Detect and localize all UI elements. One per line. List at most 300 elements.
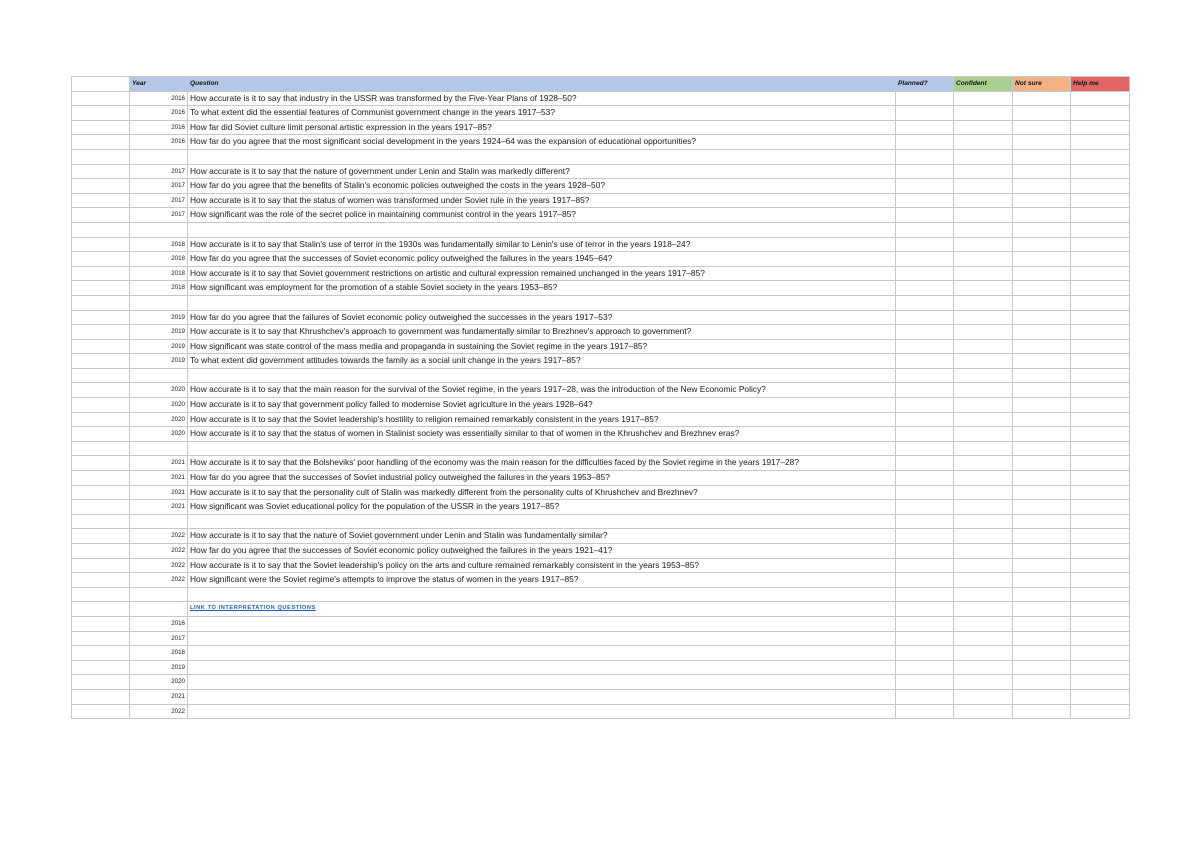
empty-cell[interactable] — [1071, 587, 1130, 602]
confident-cell[interactable] — [954, 412, 1013, 427]
empty-cell[interactable] — [130, 368, 188, 383]
question-cell[interactable]: How accurate is it to say that industry in the USSR was transformed by the Five-Year Plans of 1928–50? — [188, 91, 896, 106]
not-sure-cell[interactable] — [1013, 266, 1071, 281]
not-sure-cell[interactable] — [1013, 106, 1071, 121]
year-cell[interactable]: 2016 — [130, 106, 188, 121]
question-cell[interactable]: How far do you agree that the failures of Soviet economic policy outweighed the successes in the years 1917–53? — [188, 310, 896, 325]
empty-cell[interactable] — [1071, 704, 1130, 719]
empty-cell[interactable] — [1071, 631, 1130, 646]
question-cell[interactable]: How far do you agree that the successes of Soviet economic policy outweighed the failures in the years 1945–64? — [188, 252, 896, 267]
empty-cell[interactable] — [954, 222, 1013, 237]
blank-cell[interactable] — [72, 602, 130, 617]
confident-cell[interactable] — [954, 252, 1013, 267]
year-cell[interactable]: 2018 — [130, 237, 188, 252]
empty-cell[interactable] — [954, 660, 1013, 675]
empty-cell[interactable] — [130, 222, 188, 237]
question-cell[interactable]: To what extent did the essential features of Communist government change in the years 1917–53? — [188, 106, 896, 121]
empty-cell[interactable] — [1013, 149, 1071, 164]
empty-cell[interactable] — [188, 704, 896, 719]
year-cell[interactable]: 2020 — [130, 383, 188, 398]
confident-cell[interactable] — [954, 471, 1013, 486]
confident-cell[interactable] — [954, 106, 1013, 121]
planned-cell[interactable] — [896, 266, 954, 281]
year-cell[interactable]: 2021 — [130, 456, 188, 471]
blank-cell[interactable] — [72, 427, 130, 442]
year-cell[interactable]: 2020 — [130, 427, 188, 442]
blank-cell[interactable] — [72, 398, 130, 413]
empty-cell[interactable] — [1071, 295, 1130, 310]
empty-cell[interactable] — [896, 587, 954, 602]
blank-cell[interactable] — [72, 558, 130, 573]
confident-cell[interactable] — [954, 266, 1013, 281]
confident-cell[interactable] — [954, 237, 1013, 252]
help-me-cell[interactable] — [1071, 179, 1130, 194]
planned-cell[interactable] — [896, 135, 954, 150]
empty-cell[interactable] — [1071, 602, 1130, 617]
blank-cell[interactable] — [72, 704, 130, 719]
header-not-sure[interactable]: Not sure — [1013, 77, 1071, 92]
question-cell[interactable]: How accurate is it to say that the Soviet leadership's policy on the arts and culture remained remarkably consistent in the years 1953–85? — [188, 558, 896, 573]
empty-cell[interactable] — [72, 149, 130, 164]
help-me-cell[interactable] — [1071, 281, 1130, 296]
empty-cell[interactable] — [954, 631, 1013, 646]
year-cell[interactable]: 2021 — [130, 485, 188, 500]
blank-cell[interactable] — [72, 675, 130, 690]
confident-cell[interactable] — [954, 573, 1013, 588]
blank-cell[interactable] — [72, 339, 130, 354]
question-cell[interactable]: How far do you agree that the benefits of Stalin's economic policies outweighed the costs in the years 1928–50? — [188, 179, 896, 194]
empty-cell[interactable] — [1013, 368, 1071, 383]
blank-cell[interactable] — [72, 325, 130, 340]
year-cell[interactable]: 2022 — [130, 558, 188, 573]
planned-cell[interactable] — [896, 120, 954, 135]
empty-cell[interactable] — [188, 675, 896, 690]
empty-cell[interactable] — [1013, 441, 1071, 456]
planned-cell[interactable] — [896, 558, 954, 573]
planned-cell[interactable] — [896, 106, 954, 121]
interp-year-cell[interactable]: 2018 — [130, 646, 188, 661]
question-cell[interactable]: To what extent did government attitudes towards the family as a social unit change in the years 1917–85? — [188, 354, 896, 369]
empty-cell[interactable] — [1071, 689, 1130, 704]
empty-cell[interactable] — [1013, 646, 1071, 661]
year-cell[interactable]: 2019 — [130, 325, 188, 340]
year-cell[interactable]: 2019 — [130, 354, 188, 369]
blank-cell[interactable] — [72, 179, 130, 194]
planned-cell[interactable] — [896, 193, 954, 208]
planned-cell[interactable] — [896, 179, 954, 194]
header-planned[interactable]: Planned? — [896, 77, 954, 92]
empty-cell[interactable] — [896, 631, 954, 646]
blank-cell[interactable] — [72, 689, 130, 704]
confident-cell[interactable] — [954, 120, 1013, 135]
question-cell[interactable]: How accurate is it to say that the status of women was transformed under Soviet rule in the years 1917–85? — [188, 193, 896, 208]
empty-cell[interactable] — [72, 295, 130, 310]
blank-cell[interactable] — [72, 91, 130, 106]
not-sure-cell[interactable] — [1013, 193, 1071, 208]
help-me-cell[interactable] — [1071, 529, 1130, 544]
empty-cell[interactable] — [1013, 616, 1071, 631]
empty-cell[interactable] — [1013, 660, 1071, 675]
confident-cell[interactable] — [954, 179, 1013, 194]
not-sure-cell[interactable] — [1013, 354, 1071, 369]
year-cell[interactable]: 2022 — [130, 544, 188, 559]
help-me-cell[interactable] — [1071, 427, 1130, 442]
blank-cell[interactable] — [72, 354, 130, 369]
empty-cell[interactable] — [896, 222, 954, 237]
confident-cell[interactable] — [954, 164, 1013, 179]
planned-cell[interactable] — [896, 237, 954, 252]
confident-cell[interactable] — [954, 135, 1013, 150]
blank-cell[interactable] — [72, 164, 130, 179]
not-sure-cell[interactable] — [1013, 383, 1071, 398]
confident-cell[interactable] — [954, 208, 1013, 223]
header-confident[interactable]: Confident — [954, 77, 1013, 92]
empty-cell[interactable] — [1071, 660, 1130, 675]
empty-cell[interactable] — [72, 222, 130, 237]
blank-cell[interactable] — [72, 485, 130, 500]
help-me-cell[interactable] — [1071, 237, 1130, 252]
year-cell[interactable]: 2019 — [130, 339, 188, 354]
help-me-cell[interactable] — [1071, 325, 1130, 340]
not-sure-cell[interactable] — [1013, 237, 1071, 252]
empty-cell[interactable] — [896, 704, 954, 719]
confident-cell[interactable] — [954, 354, 1013, 369]
blank-cell[interactable] — [72, 252, 130, 267]
empty-cell[interactable] — [896, 295, 954, 310]
empty-cell[interactable] — [954, 602, 1013, 617]
question-cell[interactable]: How significant was state control of the mass media and propaganda in sustaining the Soviet regime in the years 1917–85? — [188, 339, 896, 354]
confident-cell[interactable] — [954, 91, 1013, 106]
help-me-cell[interactable] — [1071, 558, 1130, 573]
blank-cell[interactable] — [130, 602, 188, 617]
empty-cell[interactable] — [130, 295, 188, 310]
question-cell[interactable]: How accurate is it to say that government policy failed to modernise Soviet agriculture in the years 1928–64? — [188, 398, 896, 413]
empty-cell[interactable] — [1013, 689, 1071, 704]
interp-year-cell[interactable]: 2016 — [130, 616, 188, 631]
empty-cell[interactable] — [954, 149, 1013, 164]
empty-cell[interactable] — [954, 368, 1013, 383]
confident-cell[interactable] — [954, 325, 1013, 340]
question-cell[interactable]: How far do you agree that the most significant social development in the years 1924–64 was the expansion of educational opportunities? — [188, 135, 896, 150]
empty-cell[interactable] — [896, 675, 954, 690]
help-me-cell[interactable] — [1071, 398, 1130, 413]
empty-cell[interactable] — [1071, 149, 1130, 164]
blank-cell[interactable] — [72, 106, 130, 121]
not-sure-cell[interactable] — [1013, 471, 1071, 486]
not-sure-cell[interactable] — [1013, 412, 1071, 427]
empty-cell[interactable] — [188, 646, 896, 661]
empty-cell[interactable] — [954, 646, 1013, 661]
planned-cell[interactable] — [896, 456, 954, 471]
blank-cell[interactable] — [72, 544, 130, 559]
not-sure-cell[interactable] — [1013, 310, 1071, 325]
interp-year-cell[interactable]: 2019 — [130, 660, 188, 675]
empty-cell[interactable] — [188, 631, 896, 646]
year-cell[interactable]: 2017 — [130, 193, 188, 208]
question-cell[interactable]: How significant was the role of the secret police in maintaining communist control in the years 1917–85? — [188, 208, 896, 223]
empty-cell[interactable] — [1013, 675, 1071, 690]
planned-cell[interactable] — [896, 427, 954, 442]
empty-cell[interactable] — [72, 368, 130, 383]
interp-year-cell[interactable]: 2022 — [130, 704, 188, 719]
question-cell[interactable]: How accurate is it to say that the personality cult of Stalin was markedly different from the personality cults of Khrushchev and Brezhnev? — [188, 485, 896, 500]
blank-cell[interactable] — [72, 383, 130, 398]
empty-cell[interactable] — [188, 587, 896, 602]
empty-cell[interactable] — [954, 587, 1013, 602]
empty-cell[interactable] — [954, 295, 1013, 310]
help-me-cell[interactable] — [1071, 383, 1130, 398]
blank-cell[interactable] — [72, 237, 130, 252]
year-cell[interactable]: 2018 — [130, 252, 188, 267]
blank-cell[interactable] — [72, 529, 130, 544]
interp-year-cell[interactable]: 2020 — [130, 675, 188, 690]
help-me-cell[interactable] — [1071, 164, 1130, 179]
header-help-me[interactable]: Help me — [1071, 77, 1130, 92]
empty-cell[interactable] — [1071, 646, 1130, 661]
empty-cell[interactable] — [1071, 441, 1130, 456]
help-me-cell[interactable] — [1071, 339, 1130, 354]
help-me-cell[interactable] — [1071, 120, 1130, 135]
question-cell[interactable]: How accurate is it to say that the main reason for the survival of the Soviet regime, in the years 1917–28, was the introduction of the New Economic Policy? — [188, 383, 896, 398]
confident-cell[interactable] — [954, 500, 1013, 515]
empty-cell[interactable] — [188, 368, 896, 383]
header-blank-cell[interactable] — [72, 77, 130, 92]
planned-cell[interactable] — [896, 252, 954, 267]
question-cell[interactable]: How accurate is it to say that Soviet government restrictions on artistic and cultural expression remained unchanged in the years 1917–85? — [188, 266, 896, 281]
empty-cell[interactable] — [1013, 704, 1071, 719]
year-cell[interactable]: 2016 — [130, 91, 188, 106]
help-me-cell[interactable] — [1071, 456, 1130, 471]
empty-cell[interactable] — [1013, 514, 1071, 529]
empty-cell[interactable] — [188, 689, 896, 704]
help-me-cell[interactable] — [1071, 193, 1130, 208]
empty-cell[interactable] — [896, 149, 954, 164]
empty-cell[interactable] — [896, 368, 954, 383]
not-sure-cell[interactable] — [1013, 456, 1071, 471]
empty-cell[interactable] — [1071, 368, 1130, 383]
help-me-cell[interactable] — [1071, 310, 1130, 325]
not-sure-cell[interactable] — [1013, 281, 1071, 296]
confident-cell[interactable] — [954, 558, 1013, 573]
empty-cell[interactable] — [954, 514, 1013, 529]
planned-cell[interactable] — [896, 529, 954, 544]
confident-cell[interactable] — [954, 383, 1013, 398]
help-me-cell[interactable] — [1071, 91, 1130, 106]
year-cell[interactable]: 2020 — [130, 412, 188, 427]
empty-cell[interactable] — [1013, 222, 1071, 237]
empty-cell[interactable] — [954, 704, 1013, 719]
empty-cell[interactable] — [896, 646, 954, 661]
confident-cell[interactable] — [954, 281, 1013, 296]
empty-cell[interactable] — [1013, 295, 1071, 310]
empty-cell[interactable] — [188, 295, 896, 310]
empty-cell[interactable] — [1071, 616, 1130, 631]
planned-cell[interactable] — [896, 208, 954, 223]
not-sure-cell[interactable] — [1013, 164, 1071, 179]
planned-cell[interactable] — [896, 325, 954, 340]
blank-cell[interactable] — [72, 208, 130, 223]
year-cell[interactable]: 2018 — [130, 266, 188, 281]
year-cell[interactable]: 2021 — [130, 500, 188, 515]
empty-cell[interactable] — [1013, 631, 1071, 646]
planned-cell[interactable] — [896, 91, 954, 106]
not-sure-cell[interactable] — [1013, 573, 1071, 588]
planned-cell[interactable] — [896, 544, 954, 559]
help-me-cell[interactable] — [1071, 544, 1130, 559]
interp-year-cell[interactable]: 2021 — [130, 689, 188, 704]
question-cell[interactable]: How accurate is it to say that the Soviet leadership's hostility to religion remained remarkably consistent in the years 1917–85? — [188, 412, 896, 427]
question-cell[interactable]: How accurate is it to say that the Bolsheviks' poor handling of the economy was the main reason for the difficulties faced by the Soviet regime in the years 1917–28? — [188, 456, 896, 471]
empty-cell[interactable] — [130, 514, 188, 529]
help-me-cell[interactable] — [1071, 485, 1130, 500]
confident-cell[interactable] — [954, 485, 1013, 500]
empty-cell[interactable] — [896, 689, 954, 704]
help-me-cell[interactable] — [1071, 354, 1130, 369]
year-cell[interactable]: 2022 — [130, 573, 188, 588]
empty-cell[interactable] — [72, 587, 130, 602]
blank-cell[interactable] — [72, 471, 130, 486]
help-me-cell[interactable] — [1071, 500, 1130, 515]
confident-cell[interactable] — [954, 544, 1013, 559]
blank-cell[interactable] — [72, 616, 130, 631]
not-sure-cell[interactable] — [1013, 339, 1071, 354]
empty-cell[interactable] — [72, 514, 130, 529]
empty-cell[interactable] — [954, 689, 1013, 704]
planned-cell[interactable] — [896, 339, 954, 354]
empty-cell[interactable] — [130, 441, 188, 456]
interp-year-cell[interactable]: 2017 — [130, 631, 188, 646]
year-cell[interactable]: 2017 — [130, 208, 188, 223]
empty-cell[interactable] — [130, 587, 188, 602]
blank-cell[interactable] — [72, 456, 130, 471]
planned-cell[interactable] — [896, 573, 954, 588]
not-sure-cell[interactable] — [1013, 325, 1071, 340]
blank-cell[interactable] — [72, 660, 130, 675]
planned-cell[interactable] — [896, 500, 954, 515]
empty-cell[interactable] — [896, 616, 954, 631]
not-sure-cell[interactable] — [1013, 398, 1071, 413]
confident-cell[interactable] — [954, 529, 1013, 544]
empty-cell[interactable] — [188, 149, 896, 164]
planned-cell[interactable] — [896, 471, 954, 486]
empty-cell[interactable] — [896, 514, 954, 529]
year-cell[interactable]: 2018 — [130, 281, 188, 296]
empty-cell[interactable] — [1013, 602, 1071, 617]
year-cell[interactable]: 2019 — [130, 310, 188, 325]
header-year[interactable]: Year — [130, 77, 188, 92]
year-cell[interactable]: 2017 — [130, 164, 188, 179]
question-cell[interactable]: How accurate is it to say that the nature of Soviet government under Lenin and Stalin was fundamentally similar? — [188, 529, 896, 544]
help-me-cell[interactable] — [1071, 208, 1130, 223]
question-cell[interactable]: How far do you agree that the successes of Soviet industrial policy outweighed the failures in the years 1953–85? — [188, 471, 896, 486]
planned-cell[interactable] — [896, 354, 954, 369]
interpretation-link[interactable]: LINK TO INTERPRETATION QUESTIONS — [188, 602, 896, 617]
empty-cell[interactable] — [1071, 222, 1130, 237]
not-sure-cell[interactable] — [1013, 529, 1071, 544]
year-cell[interactable]: 2016 — [130, 120, 188, 135]
not-sure-cell[interactable] — [1013, 500, 1071, 515]
confident-cell[interactable] — [954, 193, 1013, 208]
confident-cell[interactable] — [954, 398, 1013, 413]
question-cell[interactable]: How accurate is it to say that Stalin's use of terror in the 1930s was fundamentally similar to Lenin's use of terror in the years 1918–24? — [188, 237, 896, 252]
empty-cell[interactable] — [188, 616, 896, 631]
blank-cell[interactable] — [72, 310, 130, 325]
question-cell[interactable]: How accurate is it to say that the nature of government under Lenin and Stalin was markedly different? — [188, 164, 896, 179]
empty-cell[interactable] — [1013, 587, 1071, 602]
question-cell[interactable]: How significant were the Soviet regime's attempts to improve the status of women in the years 1917–85? — [188, 573, 896, 588]
blank-cell[interactable] — [72, 266, 130, 281]
blank-cell[interactable] — [72, 631, 130, 646]
empty-cell[interactable] — [896, 602, 954, 617]
not-sure-cell[interactable] — [1013, 208, 1071, 223]
help-me-cell[interactable] — [1071, 471, 1130, 486]
confident-cell[interactable] — [954, 456, 1013, 471]
question-cell[interactable]: How significant was Soviet educational policy for the population of the USSR in the years 1917–85? — [188, 500, 896, 515]
question-cell[interactable]: How far do you agree that the successes of Soviet economic policy outweighed the failures in the years 1921–41? — [188, 544, 896, 559]
year-cell[interactable]: 2020 — [130, 398, 188, 413]
help-me-cell[interactable] — [1071, 106, 1130, 121]
help-me-cell[interactable] — [1071, 266, 1130, 281]
empty-cell[interactable] — [954, 441, 1013, 456]
not-sure-cell[interactable] — [1013, 179, 1071, 194]
not-sure-cell[interactable] — [1013, 135, 1071, 150]
empty-cell[interactable] — [1071, 675, 1130, 690]
blank-cell[interactable] — [72, 573, 130, 588]
empty-cell[interactable] — [188, 441, 896, 456]
not-sure-cell[interactable] — [1013, 120, 1071, 135]
empty-cell[interactable] — [188, 222, 896, 237]
help-me-cell[interactable] — [1071, 412, 1130, 427]
question-cell[interactable]: How far did Soviet culture limit personal artistic expression in the years 1917–85? — [188, 120, 896, 135]
blank-cell[interactable] — [72, 120, 130, 135]
blank-cell[interactable] — [72, 646, 130, 661]
empty-cell[interactable] — [954, 675, 1013, 690]
empty-cell[interactable] — [72, 441, 130, 456]
year-cell[interactable]: 2017 — [130, 179, 188, 194]
not-sure-cell[interactable] — [1013, 544, 1071, 559]
help-me-cell[interactable] — [1071, 252, 1130, 267]
blank-cell[interactable] — [72, 500, 130, 515]
empty-cell[interactable] — [130, 149, 188, 164]
empty-cell[interactable] — [1071, 514, 1130, 529]
planned-cell[interactable] — [896, 281, 954, 296]
blank-cell[interactable] — [72, 412, 130, 427]
blank-cell[interactable] — [72, 135, 130, 150]
not-sure-cell[interactable] — [1013, 427, 1071, 442]
planned-cell[interactable] — [896, 485, 954, 500]
not-sure-cell[interactable] — [1013, 252, 1071, 267]
confident-cell[interactable] — [954, 427, 1013, 442]
not-sure-cell[interactable] — [1013, 91, 1071, 106]
help-me-cell[interactable] — [1071, 135, 1130, 150]
confident-cell[interactable] — [954, 310, 1013, 325]
empty-cell[interactable] — [896, 441, 954, 456]
help-me-cell[interactable] — [1071, 573, 1130, 588]
planned-cell[interactable] — [896, 398, 954, 413]
planned-cell[interactable] — [896, 164, 954, 179]
empty-cell[interactable] — [188, 660, 896, 675]
not-sure-cell[interactable] — [1013, 485, 1071, 500]
not-sure-cell[interactable] — [1013, 558, 1071, 573]
question-cell[interactable]: How accurate is it to say that the status of women in Stalinist society was essentially similar to that of women in the Khrushchev and Brezhnev eras? — [188, 427, 896, 442]
blank-cell[interactable] — [72, 193, 130, 208]
question-cell[interactable]: How accurate is it to say that Khrushchev's approach to government was fundamentally similar to Brezhnev's approach to government? — [188, 325, 896, 340]
question-cell[interactable]: How significant was employment for the promotion of a stable Soviet society in the years 1953–85? — [188, 281, 896, 296]
year-cell[interactable]: 2022 — [130, 529, 188, 544]
empty-cell[interactable] — [188, 514, 896, 529]
year-cell[interactable]: 2016 — [130, 135, 188, 150]
planned-cell[interactable] — [896, 412, 954, 427]
